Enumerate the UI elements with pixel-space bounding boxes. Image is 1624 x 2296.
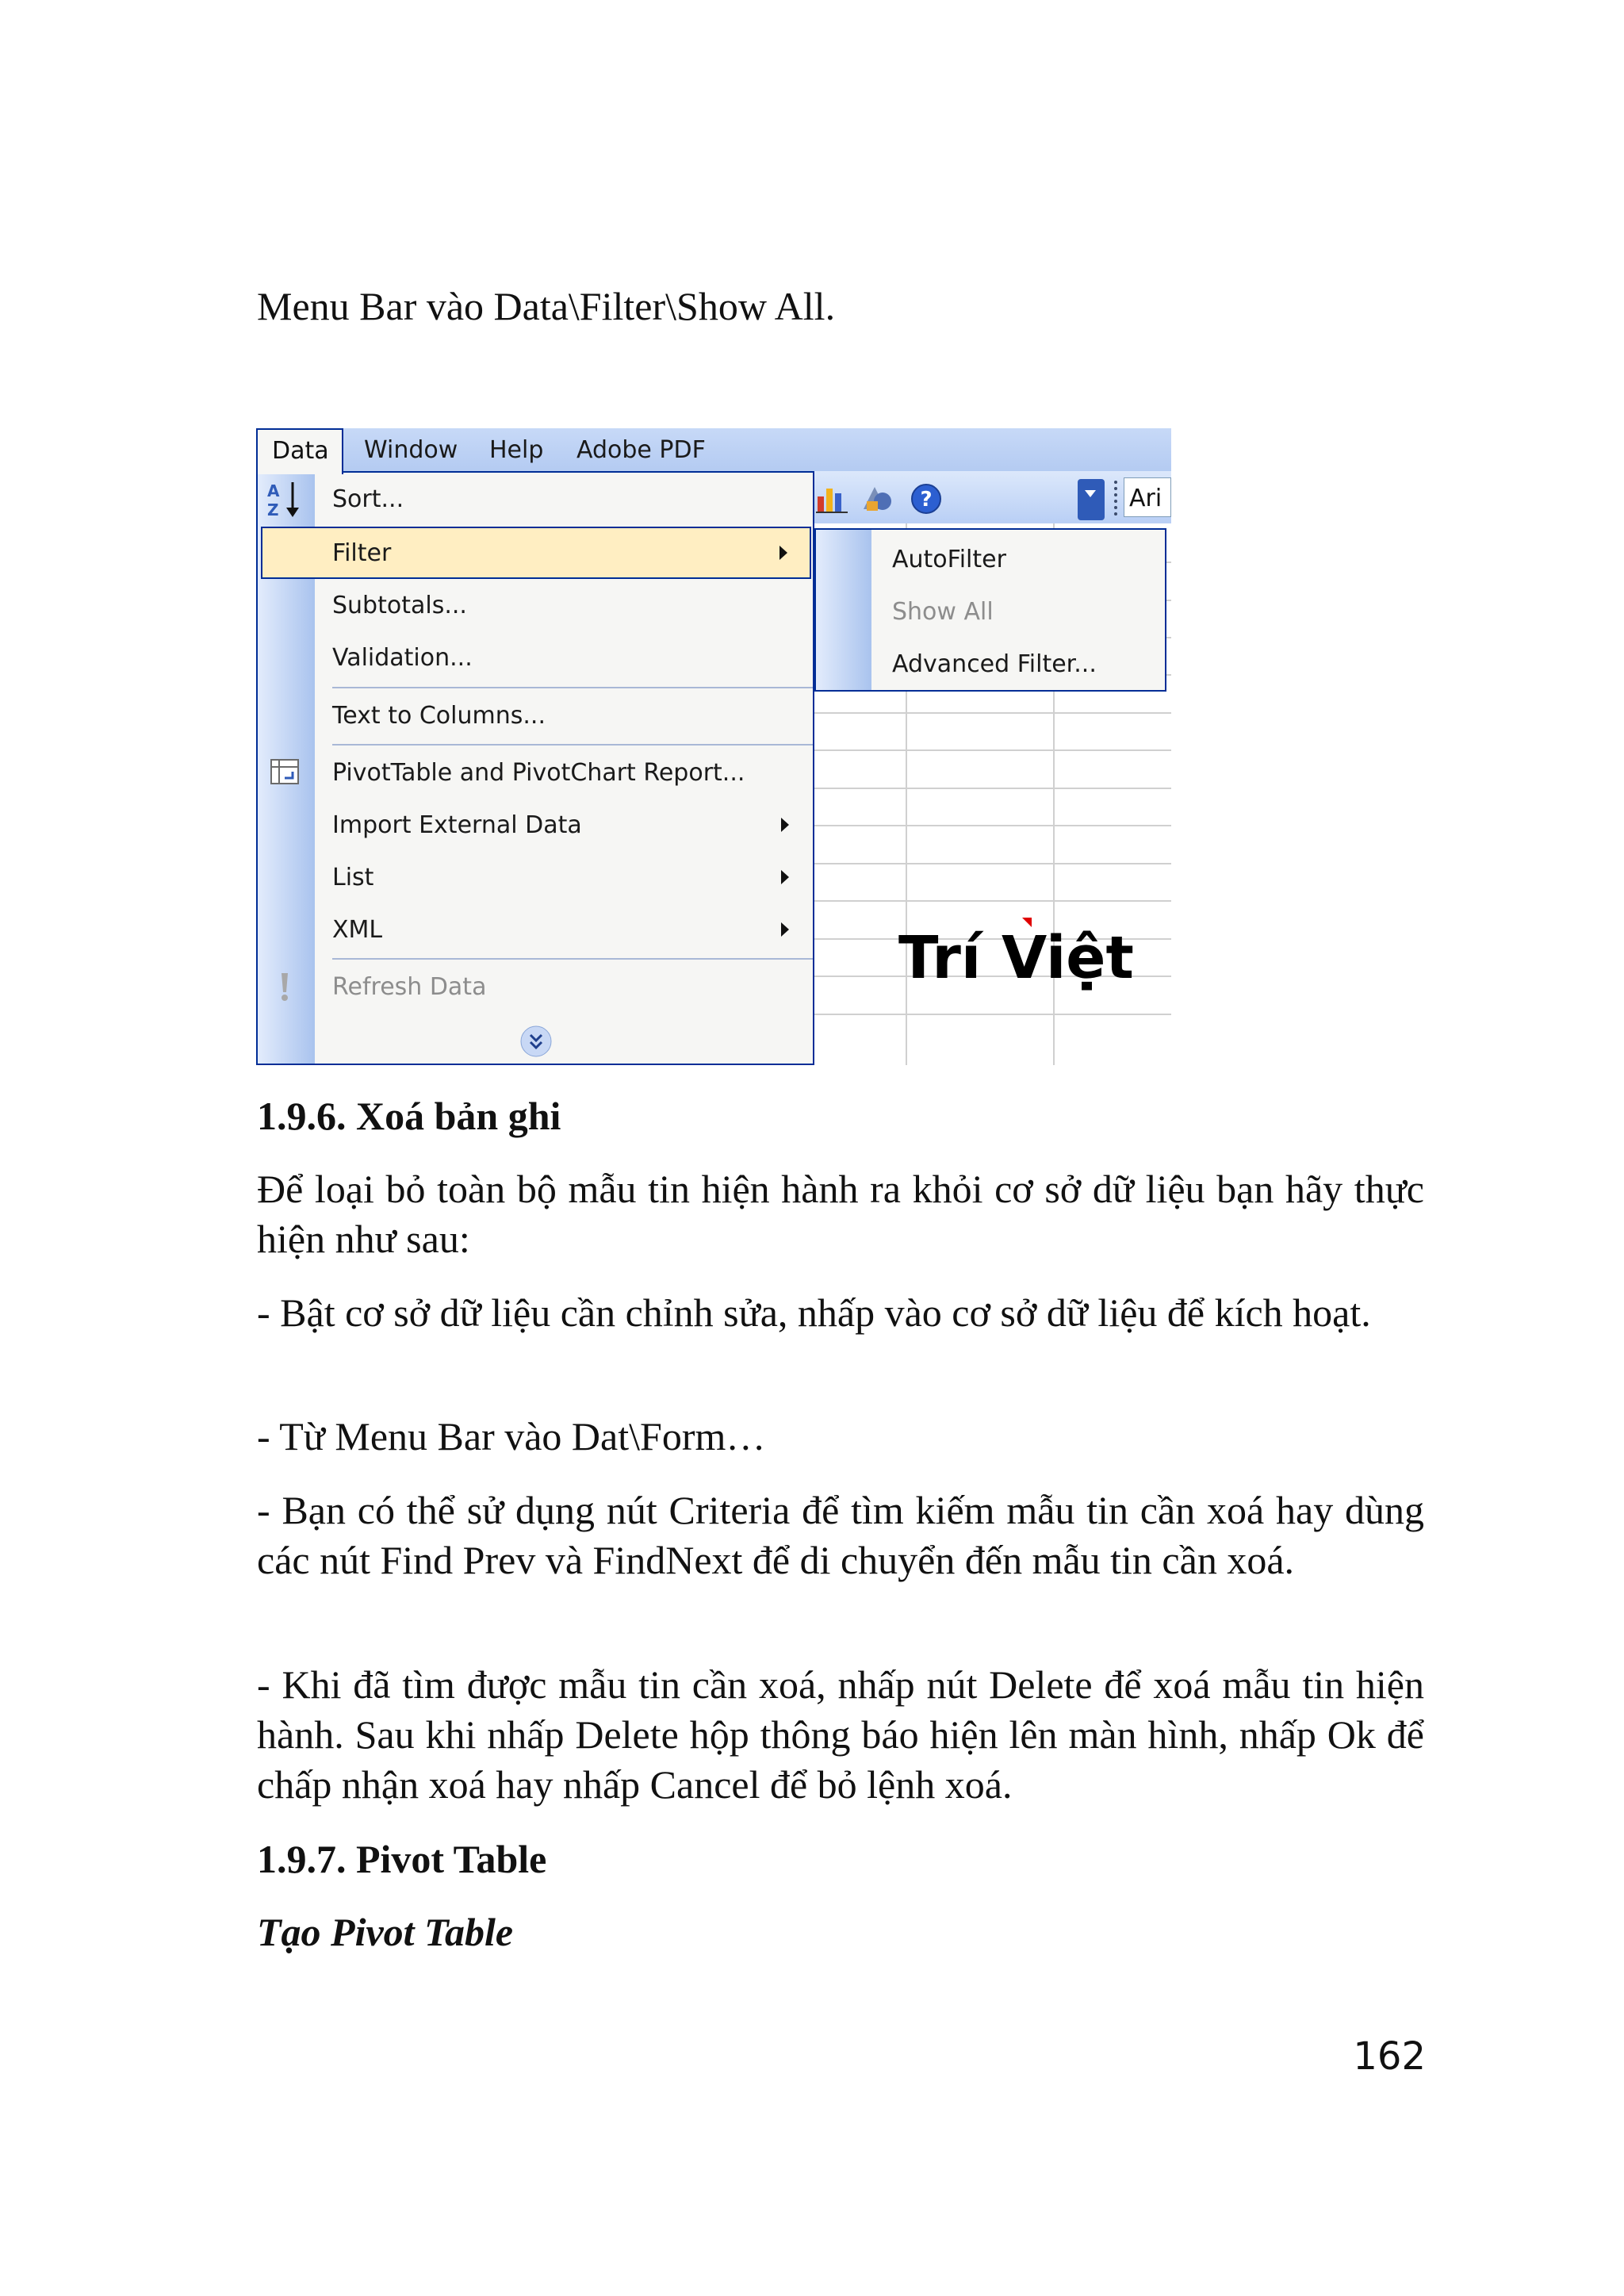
section-196-paragraph-5: - Khi đã tìm được mẫu tin cần xoá, nhấp nút Delete để xoá mẫu tin hiện hành. Sau khi nhấp Delete hộp thông báo hiện lên màn hình, nhấp Ok để chấp nhận xoá hay nhấp Cancel để bỏ lệnh xoá. — [257, 1662, 1424, 1807]
sort-label: Sort... — [332, 485, 404, 513]
menu-adobe-pdf[interactable]: Adobe PDF — [576, 436, 706, 464]
menu-item-subtotals[interactable] — [258, 579, 813, 631]
submenu-arrow-icon — [779, 546, 787, 560]
submenu-arrow-icon — [781, 818, 789, 832]
toolbar — [811, 471, 1171, 523]
section-196-paragraph-3: - Từ Menu Bar vào Dat\Form… — [257, 1414, 766, 1458]
section-196-paragraph-4: - Bạn có thể sử dụng nút Criteria để tìm kiếm mẫu tin cần xoá hay dùng các nút Find Prev và FindNext để di chuyển đến mẫu tin cần xoá. — [257, 1488, 1424, 1582]
font-name: Ari — [1129, 485, 1162, 512]
refresh-label: Refresh Data — [332, 973, 487, 1001]
menu-item-pivottable[interactable] — [258, 746, 813, 799]
menu-item-validation[interactable] — [258, 631, 813, 684]
menu-item-import-external-data[interactable] — [258, 799, 813, 851]
menu-item-sort[interactable] — [258, 473, 813, 525]
page-number: 162 — [1353, 2034, 1426, 2079]
data-menu — [256, 471, 814, 1065]
menu-help[interactable]: Help — [489, 436, 544, 464]
filter-label: Filter — [332, 539, 392, 567]
section-196-heading: 1.9.6. Xoá bản ghi — [257, 1094, 561, 1138]
submenu-show-all[interactable]: Show All — [892, 598, 994, 626]
menu-separator — [332, 687, 813, 688]
svg-text:?: ? — [920, 488, 933, 512]
submenu-autofilter[interactable]: AutoFilter — [892, 546, 1006, 573]
menu-item-filter[interactable] — [261, 527, 811, 579]
refresh-exclamation-icon — [277, 972, 293, 1003]
section-196-paragraph-1: Để loại bỏ toàn bộ mẫu tin hiện hành ra khỏi cơ sở dữ liệu bạn hãy thực hiện như sau: — [257, 1167, 1424, 1261]
menu-separator — [332, 958, 813, 960]
list-label: List — [332, 864, 374, 891]
text-to-columns-label: Text to Columns... — [332, 702, 546, 730]
svg-text:A: A — [267, 481, 280, 500]
svg-text:Z: Z — [267, 500, 279, 519]
intro-line: Menu Bar vào Data\Filter\Show All. — [257, 284, 836, 328]
grip-icon — [1114, 481, 1120, 516]
menu-data[interactable] — [256, 428, 343, 474]
menu-separator — [332, 744, 813, 746]
submenu-advanced-filter[interactable]: Advanced Filter... — [892, 650, 1097, 678]
menu-window[interactable]: Window — [364, 436, 458, 464]
section-197-heading: 1.9.7. Pivot Table — [257, 1837, 547, 1881]
import-external-label: Import External Data — [332, 811, 582, 839]
validation-label: Validation... — [332, 644, 473, 672]
excel-screenshot — [256, 428, 1171, 1065]
menu-bar — [256, 428, 1171, 471]
chart-icon[interactable] — [816, 482, 851, 514]
watermark-text: Trí Việt — [898, 924, 1134, 992]
toolbar-options-icon[interactable] — [1078, 479, 1105, 520]
drawing-icon[interactable] — [859, 481, 895, 516]
help-icon[interactable] — [910, 482, 943, 516]
font-box[interactable] — [1124, 477, 1171, 517]
submenu-arrow-icon — [781, 922, 789, 937]
section-197-subheading: Tạo Pivot Table — [257, 1910, 514, 1954]
section-196-paragraph-2: - Bật cơ sở dữ liệu cần chỉnh sửa, nhấp vào cơ sở dữ liệu để kích hoạt. — [257, 1290, 1371, 1335]
xml-label: XML — [332, 916, 383, 944]
expand-menu-chevron-icon[interactable] — [519, 1025, 553, 1058]
pivottable-label: PivotTable and PivotChart Report... — [332, 759, 745, 787]
menu-item-xml[interactable] — [258, 903, 813, 956]
subtotals-label: Subtotals... — [332, 592, 467, 619]
submenu-arrow-icon — [781, 870, 789, 884]
menu-data-label: Data — [272, 437, 329, 465]
sort-ascending-icon — [266, 479, 307, 519]
menu-item-list[interactable] — [258, 851, 813, 903]
menu-item-refresh-data[interactable] — [258, 960, 813, 1013]
menu-item-text-to-columns[interactable] — [258, 689, 813, 742]
pivottable-icon — [270, 759, 301, 786]
filter-submenu — [814, 528, 1166, 692]
